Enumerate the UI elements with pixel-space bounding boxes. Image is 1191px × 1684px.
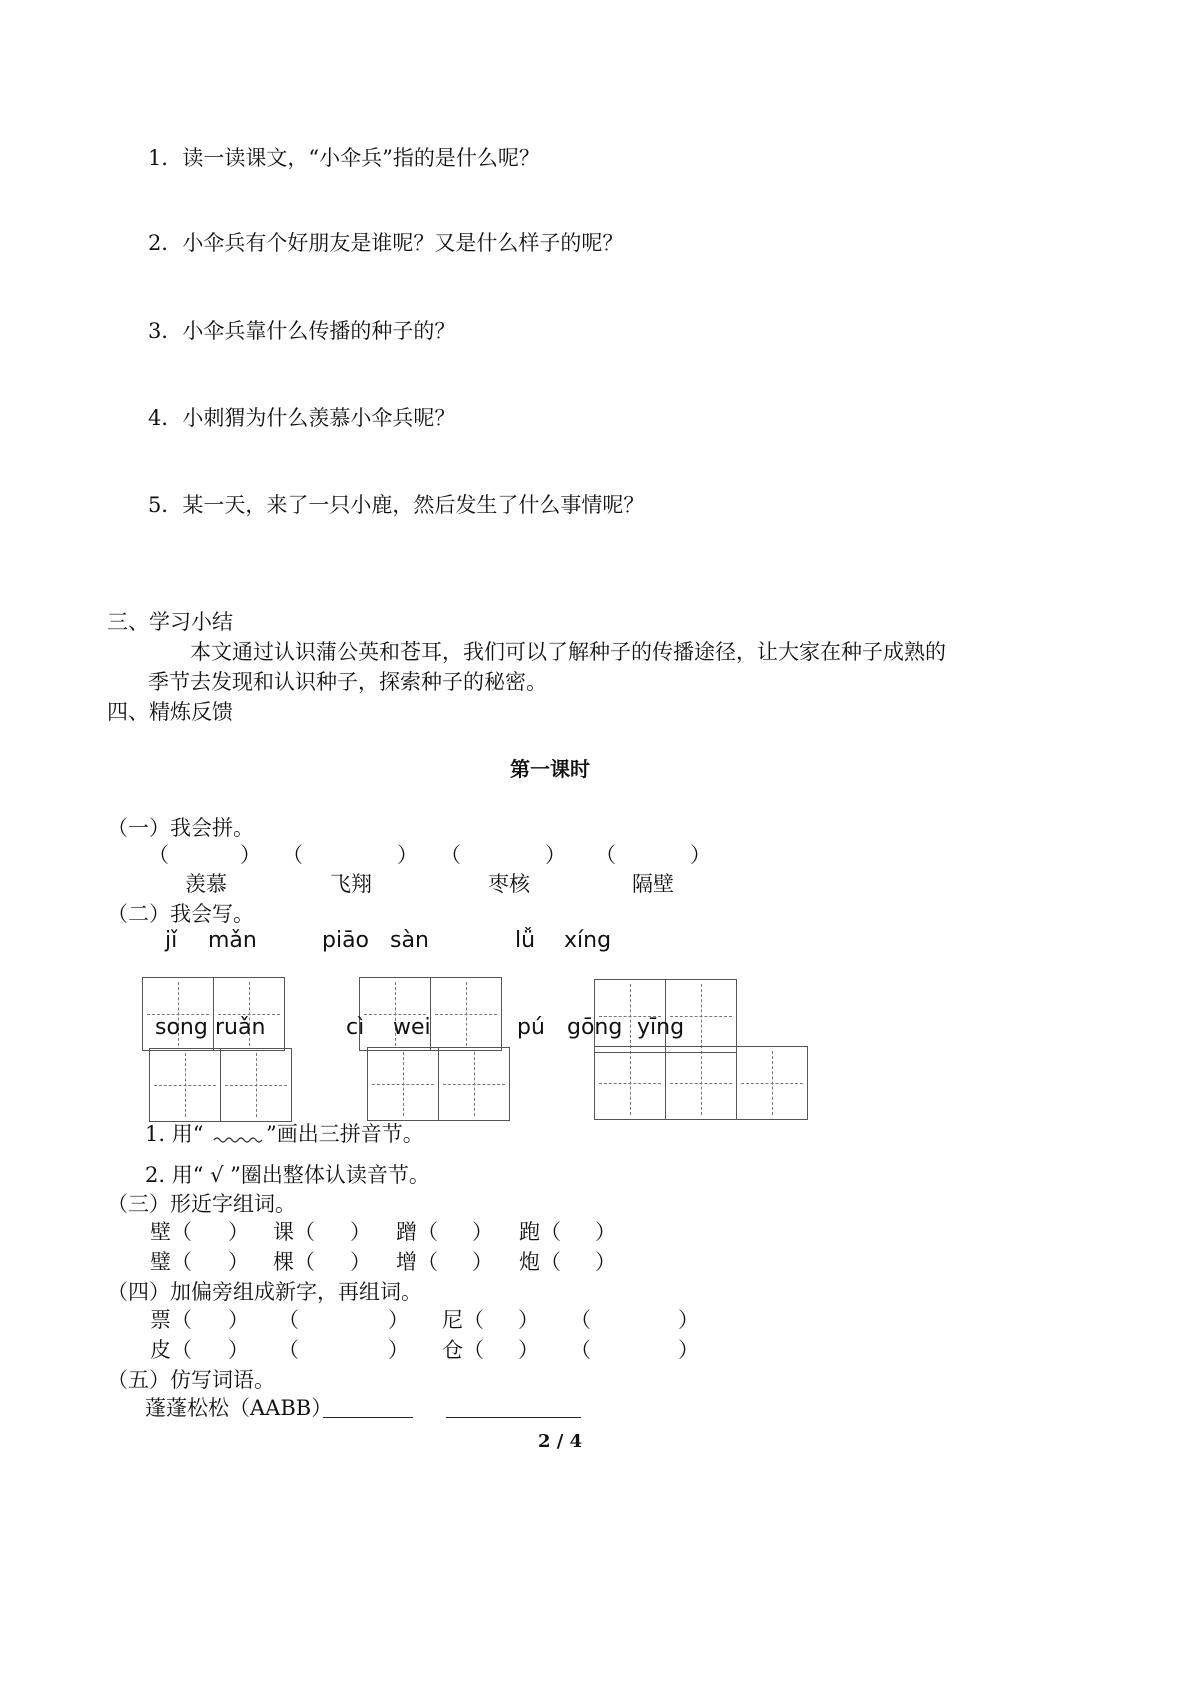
pinyin-ji: jǐ [165, 928, 178, 953]
part1-bracket-open-3: （ [440, 843, 461, 867]
part4-r2-b-close: ） [388, 1338, 409, 1362]
part3-r2-d: 炮（ [519, 1250, 561, 1274]
part4-r2-c: 仓（ [442, 1338, 484, 1362]
part1-bracket-open-1: （ [148, 843, 169, 867]
part3-r1-d: 跑（ [519, 1220, 561, 1244]
grid-cell [736, 1046, 808, 1120]
answer-blank-1[interactable] [323, 1416, 413, 1418]
part1-word-3: 枣核 [488, 872, 530, 896]
lesson-title: 第一课时 [510, 757, 590, 781]
part1-word-2: 飞翔 [330, 872, 372, 896]
task-1-start: 1. 用“ [145, 1122, 204, 1146]
grid-cell [220, 1048, 292, 1122]
part4-r1-d-close: ） [678, 1308, 699, 1332]
grid-cell [438, 1047, 510, 1121]
part1-bracket-open-4: （ [595, 843, 616, 867]
part5-example: 蓬蓬松松（AABB） [145, 1396, 333, 1420]
part4-r2-d: （ [570, 1338, 591, 1362]
part1-word-1: 羡慕 [185, 872, 227, 896]
pinyin-lv: lǚ [515, 928, 536, 953]
part4-r2-a: 皮（ [150, 1338, 192, 1362]
question-1: 1．读一读课文，“小伞兵”指的是什么呢？ [148, 146, 540, 170]
part4-r2-b: （ [278, 1338, 299, 1362]
task-1-end: ”画出三拼音节。 [266, 1122, 424, 1146]
part3-r2-c-close: ） [472, 1250, 493, 1274]
question-4: 4．小刺猬为什么羡慕小伞兵呢？ [148, 406, 456, 430]
writing-grid-4 [149, 1048, 291, 1122]
part4-r1-b-close: ） [388, 1308, 409, 1332]
part1-bracket-close-4: ） [690, 843, 711, 867]
part3-r1-c: 蹭（ [396, 1220, 438, 1244]
pinyin-ruan: ruǎn [215, 1015, 266, 1040]
page-number: 2 / 4 [538, 1431, 583, 1452]
part1-bracket-open-2: （ [282, 843, 303, 867]
grid-cell [665, 1046, 737, 1120]
part2-heading: （二）我会写。 [107, 902, 254, 926]
part3-r2-a: 璧（ [150, 1250, 192, 1274]
feedback-heading: 四、精炼反馈 [107, 700, 233, 724]
pinyin-san: sàn [390, 928, 429, 953]
part4-r2-d-close: ） [678, 1338, 699, 1362]
part3-r2-a-close: ） [228, 1250, 249, 1274]
part1-bracket-close-2: ） [397, 843, 418, 867]
part3-r2-c: 增（ [396, 1250, 438, 1274]
writing-grid-5 [367, 1047, 509, 1121]
part1-heading: （一）我会拼。 [107, 816, 254, 840]
question-3: 3．小伞兵靠什么传播的种子的？ [148, 319, 456, 343]
part4-r1-c-close: ） [518, 1308, 539, 1332]
part3-r2-b-close: ） [350, 1250, 371, 1274]
pinyin-gong: gōng [567, 1015, 623, 1040]
pinyin-xing: xíng [564, 928, 612, 953]
part5-heading: （五）仿写词语。 [107, 1368, 275, 1392]
part1-bracket-close-1: ） [240, 843, 261, 867]
wavy-line-icon [212, 1132, 264, 1144]
grid-cell [430, 977, 502, 1051]
pinyin-pu: pú [517, 1015, 545, 1040]
grid-cell [594, 1046, 666, 1120]
part4-r2-c-close: ） [518, 1338, 539, 1362]
grid-cell [149, 1048, 221, 1122]
summary-line-2: 季节去发现和认识种子，探索种子的秘密。 [148, 670, 547, 694]
part1-bracket-close-3: ） [545, 843, 566, 867]
part1-word-4: 隔壁 [632, 872, 674, 896]
part3-r1-a-close: ） [228, 1220, 249, 1244]
grid-cell [367, 1047, 439, 1121]
part3-r1-b: 课（ [273, 1220, 315, 1244]
part4-r1-c: 尼（ [442, 1308, 484, 1332]
part3-r1-d-close: ） [595, 1220, 616, 1244]
part4-r1-a: 票（ [150, 1308, 192, 1332]
part3-r1-b-close: ） [350, 1220, 371, 1244]
part4-r1-d: （ [570, 1308, 591, 1332]
summary-line-1: 本文通过认识蒲公英和苍耳，我们可以了解种子的传播途径，让大家在种子成熟的 [190, 640, 946, 664]
writing-grid-6 [594, 1046, 807, 1120]
answer-blank-2[interactable] [446, 1416, 581, 1418]
part4-heading: （四）加偏旁组成新字，再组词。 [107, 1280, 422, 1304]
part3-r1-c-close: ） [472, 1220, 493, 1244]
part3-r1-a: 壁（ [150, 1220, 192, 1244]
pinyin-ci: cì [346, 1015, 365, 1040]
question-2: 2．小伞兵有个好朋友是谁呢？又是什么样子的呢？ [148, 231, 624, 255]
pinyin-song: song [155, 1015, 208, 1040]
pinyin-ying: yīng [637, 1015, 685, 1040]
task-2: 2. 用“ √ ”圈出整体认读音节。 [145, 1163, 430, 1187]
part3-r2-d-close: ） [595, 1250, 616, 1274]
pinyin-man: mǎn [208, 928, 257, 953]
pinyin-piao: piāo [322, 928, 370, 953]
part3-r2-b: 棵（ [273, 1250, 315, 1274]
part4-r2-a-close: ） [228, 1338, 249, 1362]
part4-r1-b: （ [278, 1308, 299, 1332]
summary-heading: 三、学习小结 [107, 610, 233, 634]
part3-heading: （三）形近字组词。 [107, 1192, 296, 1216]
pinyin-wei: wei [393, 1015, 431, 1040]
part4-r1-a-close: ） [228, 1308, 249, 1332]
question-5: 5．某一天，来了一只小鹿，然后发生了什么事情呢？ [148, 493, 645, 517]
